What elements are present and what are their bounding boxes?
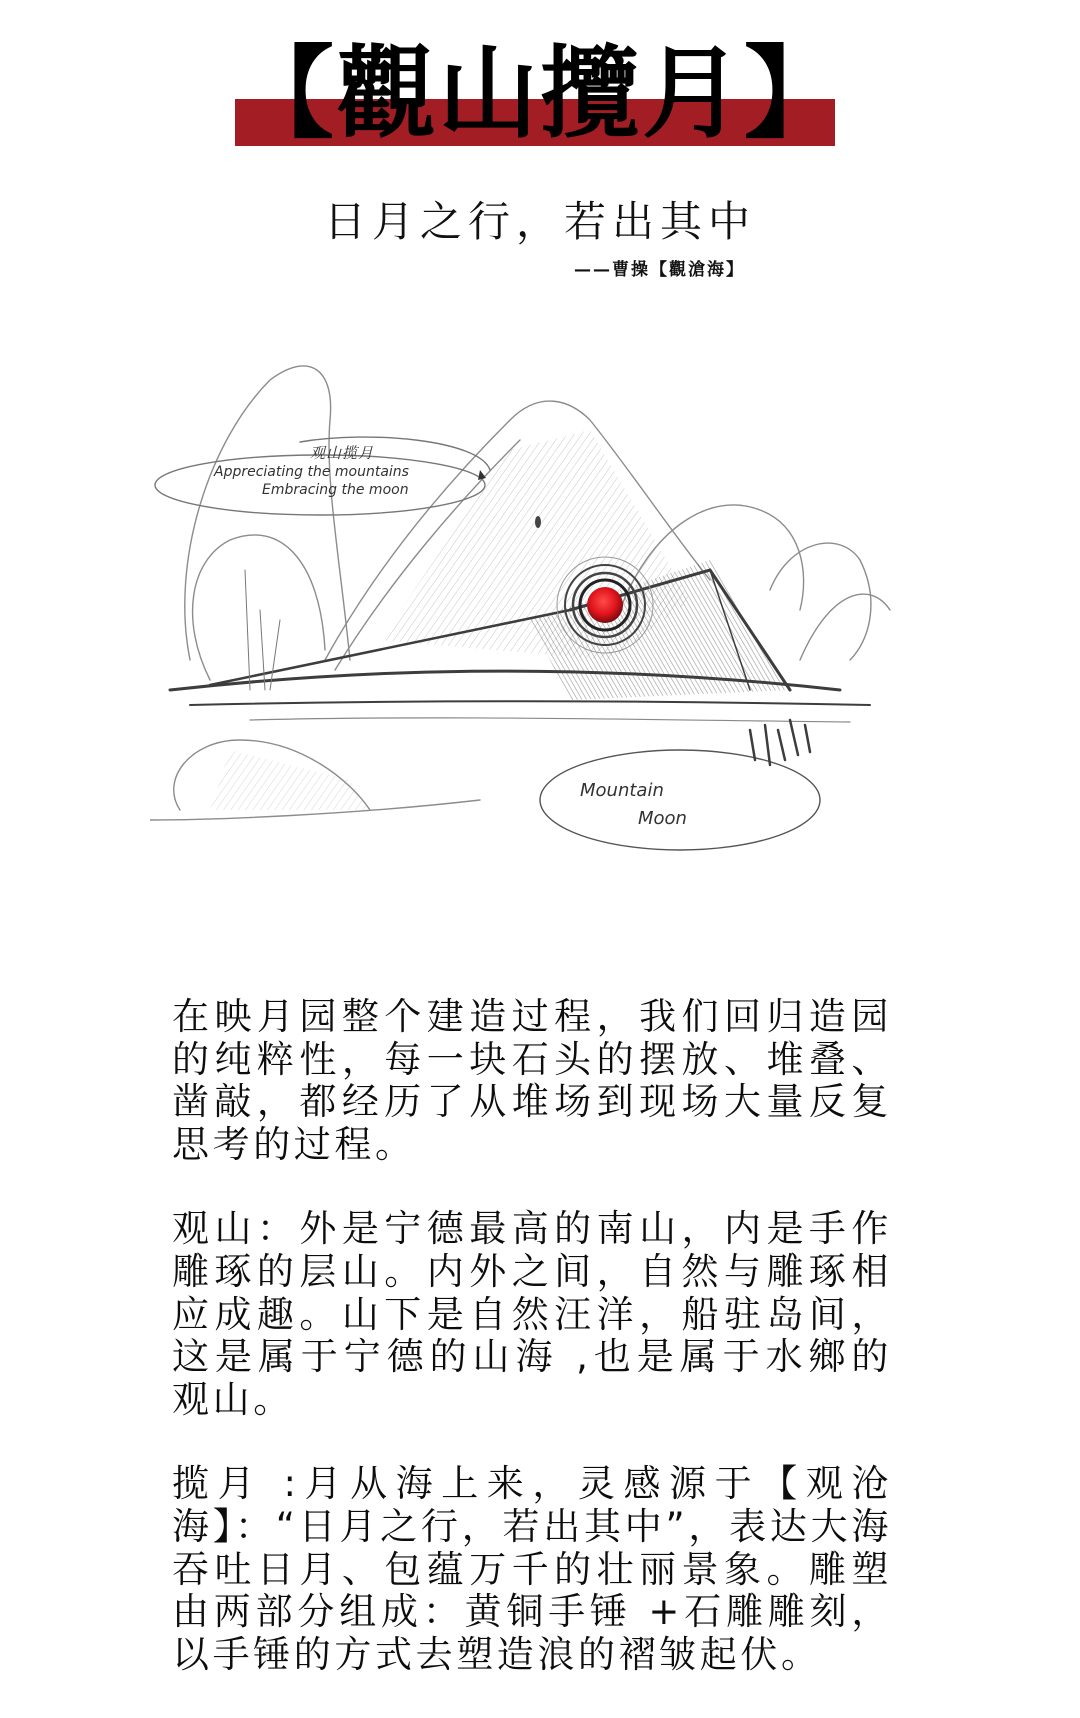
red-moon (587, 587, 623, 623)
sketch-drawing (150, 360, 930, 900)
article-body (172, 996, 892, 1718)
mountain-moon-sketch (150, 360, 930, 900)
sketch-label-line1: Appreciating the mountains (214, 464, 409, 480)
paragraph-intro: 在映月园整个建造过程，我们回归造园的纯粹性，每一块石头的摆放、堆叠、凿敲，都经历了从堆场到现场大量反复思考的过程。 (172, 995, 892, 1166)
sketch-label-bottom1: Mountain (580, 780, 664, 801)
title-banner (0, 0, 1080, 160)
page-title: 【觀山攬月】 (234, 34, 846, 152)
sketch-label-bottom2: Moon (638, 808, 687, 829)
quote-attribution: ——曹操【觀滄海】 (574, 260, 745, 280)
sketch-label-chinese: 观山揽月 (310, 444, 375, 462)
paragraph-lanyue: 揽月 :月从海上来，灵感源于【观沧海】：“日月之行，若出其中”，表达大海吞吐日月、包蕴万千的壮丽景象。雕塑由两部分组成：黄铜手锤 +石雕雕刻，以手锤的方式去塑造浪的褶皱起伏。 (172, 1462, 892, 1676)
quote-text: 日月之行，若出其中 (323, 197, 756, 246)
paragraph-guanshan: 观山：外是宁德最高的南山，内是手作雕琢的层山。内外之间，自然与雕琢相应成趣。山下是自然汪洋，船驻岛间，这是属于宁德的山海 ,也是属于水鄉的观山。 (172, 1207, 892, 1421)
sketch-label-line2: Embracing the moon (262, 482, 409, 498)
